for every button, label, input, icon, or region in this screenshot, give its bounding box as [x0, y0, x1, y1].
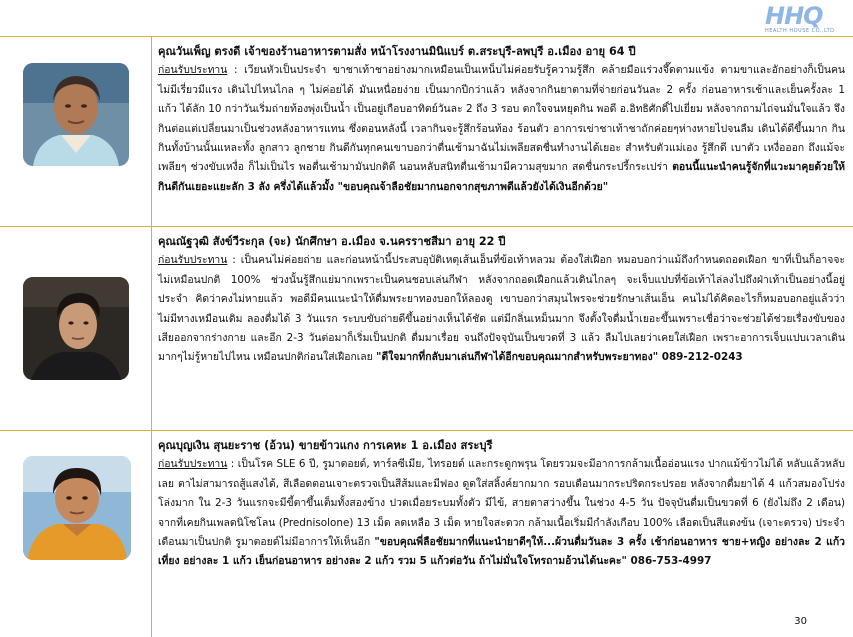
photo-column	[0, 37, 152, 227]
testimonial-title: คุณณัฐวุฒิ สังข์วีระกุล (จะ) นักศึกษา อ.เมือง จ.นครราชสีมา อายุ 22 ปี	[158, 235, 506, 248]
before-label: ก่อนรับประทาน	[158, 64, 228, 77]
testimonial-quote: "ดีใจมากที่กลับมาเล่นกีฬาได้อีกขอบคุณมากสำหรับพระยาทอง"	[376, 351, 659, 364]
before-label: ก่อนรับประทาน	[158, 254, 228, 267]
testimonial-title: คุณวันเพ็ญ ตรงดี เจ้าของร้านอาหารตามสั่ง หน้าโรงงานมินิแบร์ ต.สระบุรี-ลพบุรี อ.เมือง อายุ 64 ปี	[158, 45, 636, 58]
photo-column	[0, 431, 152, 637]
page-number: 30	[794, 616, 807, 627]
before-label: ก่อนรับประทาน	[158, 458, 228, 471]
company-logo	[765, 4, 843, 34]
testimonial-phone: 089-212-0243	[658, 351, 743, 364]
portrait-photo	[23, 277, 129, 380]
testimonial-section-3	[0, 430, 853, 637]
testimonial-text	[158, 232, 845, 368]
testimonial-quote: "ขอบคุณพี่ลือชัยมากที่แนะนำยาดีๆให้...ผ้วนดื่มวันละ 3 ครั้ง เช้าก่อนอาหาร ชาย+หญิง อย่างละ 2 แก้ว เที่ยง อย่างละ 1 แก้ว เย็นก่อนอาหาร อย่างละ 2 แก้ว รวม 5 แก้วต่อวัน ถ้าไม่มั่นใจโทรถามอ้วนได้นะคะ"	[158, 536, 845, 568]
portrait-photo	[23, 456, 131, 560]
testimonial-body: : เป็นโรค SLE 6 ปี, รูมาตอยด์, ทาร์ลซีเมีย, ไทรอยด์ และกระดูกพรุน โดยรวมจะมีอาการกล้ามเนื้ออ่อนแรง ปากแม้ข้าวไม่ได้ หลับแล้วหลับเลย ตาไม่สามารถสู้แสงได้, สีเลือดตอนเจาะตรวจเป็นสีส้มและมีฟอง ดูดใส่สลิ้งค์ยากมาก รอบเดือนมากระปริดกระปรอย หลังจากดื่มยาได้ 4 แก้วสมองโปร่งโล่งมาก ใน 2-3 วันแรกจะมีขี้ตาขึ้นเต็มทั้งสองข้าง ปวดเมื่อยระบมทั้งตัว มีไข้, สายตาสว่างขึ้น ในช่วง 4-5 วัน ปัจจุบันดื่มเป็นขวดที่ 6 (ยังไม่ถึง 2 เดือน) จากที่เคยกินเพลดนิโซโลน (Prednisolone) 13 เม็ด ลดเหลือ 3 เม็ด หายใจสะดวก กล้ามเนื้อเริ่มมีกำลังเกือบ 100% เลือดเป็นสีแดงข้น (เจาะตรวจ) ประจำเดือนมาเป็นปกติ รูมาตอยด์ไม่มีอาการให้เห็นอีก	[158, 458, 845, 549]
header-bar	[0, 0, 853, 36]
logo-subtitle: HEALTH HOUSE CO.,LTD	[765, 28, 835, 34]
testimonial-body: : เวียนหัวเป็นประจำ ขาชาเท้าชาอย่างมากเหมือนเป็นเหน็บไม่ค่อยรับรู้ความรู้สึก คล้ายมือแร่วงจึ๊ดตามแข้ง ตามขาและอักอย่างก็เป็นคนไม่มีเรี่ยวมีแรง เดินไปไหนไกล ๆ ไม่ค่อยได้ มันเหนื่อยง่าย เป็นมากปีกว่าแล้ว หลังจากกินยาตามที่จ่ายก่อนวันละ 2 ครั้ง ก่อนอาหารเช้าและเย็นครั้งละ 1 แก้ว ได้ลัก 10 กว่าวันเริ่มถ่ายท้องพุ่งเป็นน้ำ เป็นอยู่เกือบอาทิตย์วันละ 2 ถึง 3 รอบ ตกใจจนหยุดกิน พอดี อ.อิทธิศักดิ์ไปเยี่ยม หลังจากถามไถ่จนมั่นใจแล้ว จึงกินต่อแต่เปลี่ยนมาเป็นช่วงหลังอาหารแทน ซึ่งตอนหลังนี้ เวลากินจะรู้สึกร้อนท้อง ร้อนตัว อาการเข่าชาเท้าชาถักค่อยๆห่างหายไปจนลืม เดินได้ดีขึ้นมาก กินกินทั้งบ้านนั้นแหละทั้ง ลูกสาว ลูกชาย กินดีกันทุกคนเขาบอกว่าตื่นเช้ามาฉันไม่เพลียสดชื่นทำงานได้เยอะ สำหรับตัวแม่เอง รู้สึกดี เบาตัว เหงื่อออก ถึงแม้จะเพลียๆ ช่วงขับเหงื่อ ก็ไม่เป็นไร พอตื่นเช้ามามันปกติดี นอนหลับสนิทตื่นเช้ามามีความสุขมาก สดชื่นกระปรี้กระเปร่า	[158, 64, 845, 174]
testimonial-text	[158, 42, 845, 197]
testimonial-section-2	[0, 226, 853, 431]
testimonial-phone: 086-753-4997	[626, 555, 712, 568]
logo-text: HHQ	[765, 2, 823, 30]
photo-column	[0, 227, 152, 431]
testimonial-quote: ตอนนี้แนะนำคนรู้จักที่แวะมาคุยด้วยให้กินดีกันเยอะแยะลัก 3 ลัง ครึ่งได้แล้วมั้ง "ขอบคุณจ้าลือชัยมากนอกจากสุขภาพดีแล้วยังได้เงินอีกด้วย"	[158, 161, 845, 193]
testimonial-text	[158, 436, 845, 572]
testimonial-section-1	[0, 36, 853, 227]
testimonial-title: คุณบุญเงิน สุนยะราช (อ้วน) ขายข้าวแกง การเคหะ 1 อ.เมือง สระบุรี	[158, 439, 493, 452]
portrait-photo	[23, 63, 129, 166]
testimonial-body: : เป็นคนไม่ค่อยถ่าย และก่อนหน้านี้ประสบอุบัติเหตุเส้นเอ็นที่ข้อเท้าหลวม ต้องใส่เฝือก หมอบอกว่าแม้ถึงกำหนดถอดเฝือก ขาที่เป็นก็อาจจะไม่เหมือนปกติ 100% ช่วงนั้นรู้สึกแย่มากเพราะเป็นคนชอบเล่นกีฬา หลังจากถอดเฝือกแล้วเดินไกลๆ จะเจ็บแปบที่ข้อเท้าไล่ลงไปถึงฝ่าเท้าเป็นอย่างนี้อยู่ประจำ คิดว่าคงไม่หายแล้ว พอดีมีคนแนะนำให้ดื่มพระยาทองบอกให้ลองดู เขาบอกว่าสมุนไพรจะช่วยรักษาเส้นเอ็น คนไม่ได้คิดอะไรก็หมอบอกอยู่แล้วว่าไม่มีทางเหมือนเดิม ลองดื่มได้ 3 วันแรก ระบบขับถ่ายดีขึ้นอย่างเห็นได้ชัด แต่มีกลิ่นเหม็นมาก จึงตั้งใจดื่มน้ำเยอะขึ้นเพราะเชื่อว่าจะช่วยได้ช่วยเรื่องขับของเสียออกจากร่างกาย และอีก 2-3 วันต่อมาก็เริ่มเป็นปกติ ดื่มมาเรื่อย จนถึงปัจจุบันเป็นขวดที่ 3 แล้ว ลืมไปเลยว่าเคยใส่เฝือก เพราะอาการเจ็บแปบเวลาเดินมากๆไม่รู้หายไปไหน เหมือนปกติก่อนใส่เฝือกเลย	[158, 254, 845, 364]
